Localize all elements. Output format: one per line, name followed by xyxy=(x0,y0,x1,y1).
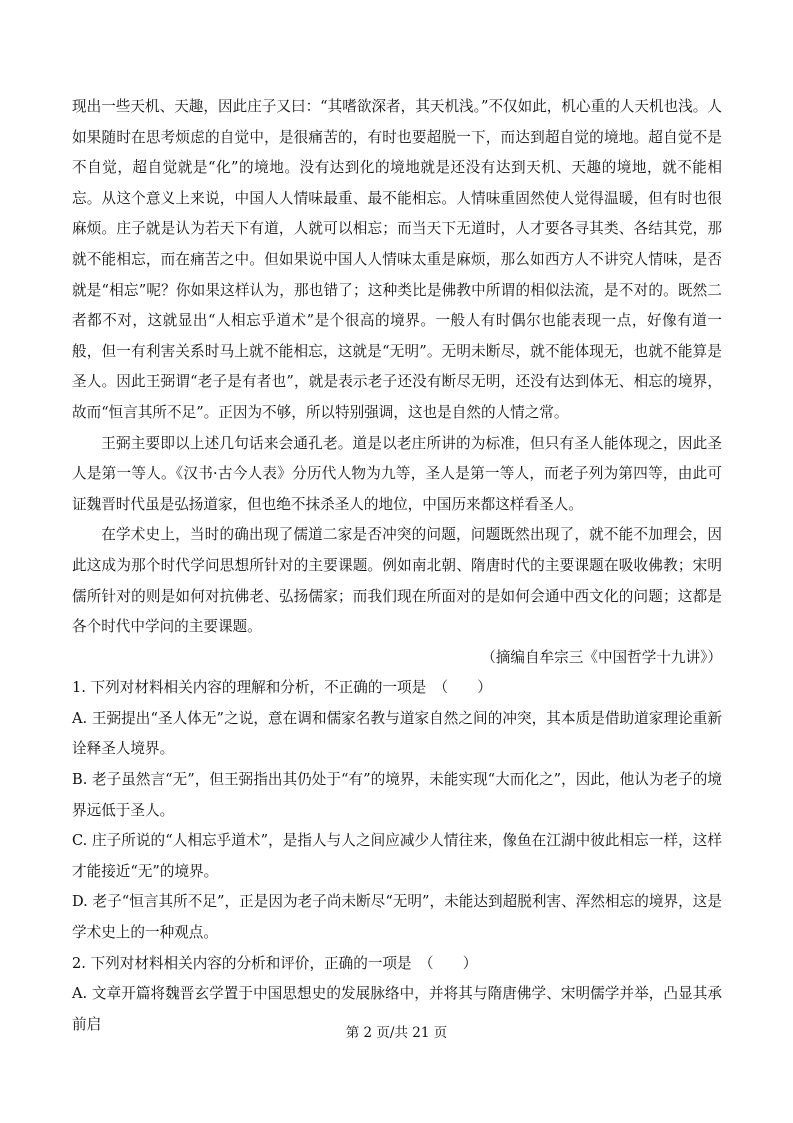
question-2-stem: 2. 下列对材料相关内容的分析和评价，正确的一项是 （ ） xyxy=(72,954,478,972)
question-1-option-b: B. 老子虽然言“无”，但王弼指出其仍处于“有”的境界，未能实现“大而化之”，因此，他认为老子的境界远低于圣人。 xyxy=(72,771,722,819)
page-footer: 第 2 页/共 21 页 xyxy=(345,1025,448,1041)
source-citation: （摘编自牟宗三《中国哲学十九讲》） xyxy=(481,648,722,666)
paragraph-2: 王弼主要即以上述几句话来会通孔老。道是以老庄所讲的为标准，但只有圣人能体现之，因此圣人是第一等人。《汉书·古今人表》分历代人物为九等，圣人是第一等人，而老子列为第四等，由此可证魏晋时代虽是弘扬道家，但也绝不抹杀圣人的地位，中国历来都这样看圣人。 xyxy=(72,434,722,513)
paragraph-3: 在学术史上，当时的确出现了儒道二家是否冲突的问题，问题既然出现了，就不能不加理会，因此这成为那个时代学问思想所针对的主要课题。例如南北朝、隋唐时代的主要课题在吸收佛教；宋明儒所针对的则是如何对抗佛老、弘扬儒家；而我们现在所面对的是如何会通中西文化的问题；这都是各个时代中学问的主要课题。 xyxy=(72,526,722,636)
paragraph-1: 现出一些天机、天趣，因此庄子又曰：“其嗜欲深者，其天机浅。”不仅如此，机心重的人天机也浅。人如果随时在思考烦虑的自觉中，是很痛苦的，有时也要超脱一下，而达到超自觉的境地。超自觉不是不自觉，超自觉就是“化”的境地。没有达到化的境地就是还没有达到天机、天趣的境地，就不能相忘。从这个意义上来说，中国人人情味最重、最不能相忘。人情味重固然使人觉得温暖，但有时也很麻烦。庄子就是认为若天下有道，人就可以相忘；而当天下无道时，人才要各寻其类、各结其党，那就不能相忘，而在痛苦之中。但如果说中国人人情味太重是麻烦，那么如西方人不讲究人情味，是否就是“相忘”呢？你如果这样认为，那也错了；这种类比是佛教中所谓的相似法流，是不对的。既然二者都不对，这就显出“人相忘乎道术”是个很高的境界。一般人有时偶尔也能表现一点，好像有道一般，但一有利害关系时马上就不能相忘，这就是“无明”。无明未断尽，就不能体现无，也就不能算是圣人。因此王弼谓“老子是有者也”，就是表示老子还没有断尽无明，还没有达到体无、相忘的境界，故而“恒言其所不足”。正因为不够，所以特别强调，这也是自然的人情之常。 xyxy=(72,98,722,421)
question-1-option-d: D. 老子“恒言其所不足”，正是因为老子尚未断尽“无明”，未能达到超脱利害、浑然相忘的境界，这是学术史上的一种观点。 xyxy=(72,893,722,942)
question-1-option-c: C. 庄子所说的“人相忘乎道术”，是指人与人之间应减少人情往来，像鱼在江湖中彼此相忘一样，这样才能接近“无”的境界。 xyxy=(72,832,722,880)
page-content xyxy=(72,92,722,1040)
question-1-option-a: A. 王弼提出“圣人体无”之说，意在调和儒家名教与道家自然之间的冲突，其本质是借助道家理论重新诠释圣人境界。 xyxy=(72,709,722,758)
question-1 xyxy=(72,673,722,948)
question-2-option-a: A. 文章开篇将魏晋玄学置于中国思想史的发展脉络中，并将其与隋唐佛学、宋明儒学并举，凸显其承前启 xyxy=(72,985,722,1033)
question-1-stem: 1. 下列对材料相关内容的理解和分析，不正确的一项是 （ ） xyxy=(72,679,492,697)
